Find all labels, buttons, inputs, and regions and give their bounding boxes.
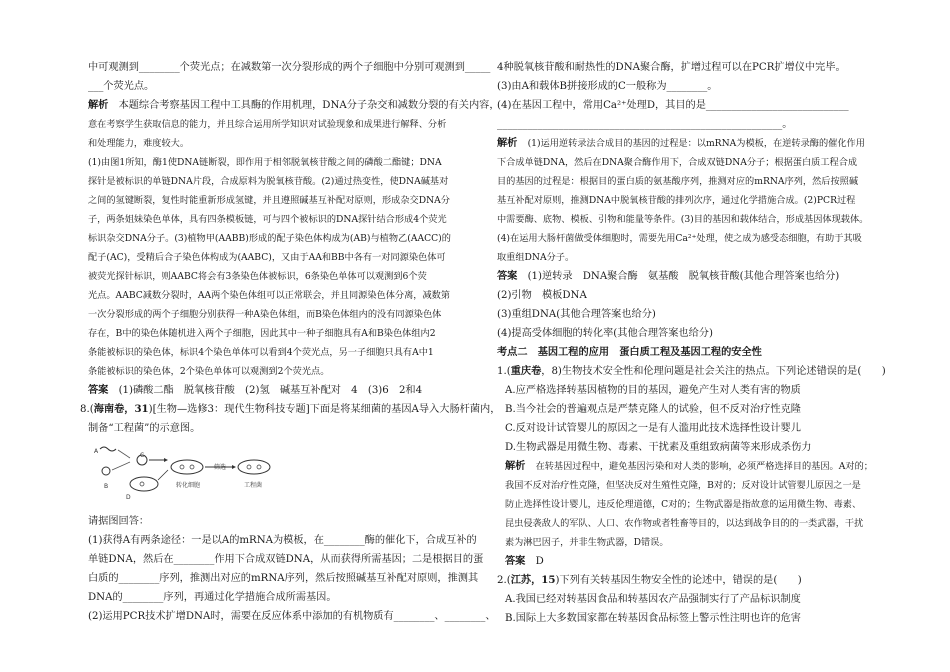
analysis-label: 解析 [497,137,518,149]
option-b: B.当今社会的普遍观点是严禁克隆人的试验，但不反对治疗性克隆 [505,404,801,415]
answer-line [497,267,892,286]
analysis-line: 一次分裂形成的两个子细胞分别获得一种A染色体组，而B染色体组内的没有同源染色体 [88,309,442,320]
question-text-line: (1)获得A有两条途径：一是以A的mRNA为模板，在________酶的催化下，合成互补的 [88,535,477,546]
question-text: )下列有关转基因生物安全性的论述中，错误的是( ) [555,575,802,586]
question-text-line: DNA的________序列，再通过化学措施合成所需基因。 [88,592,337,603]
engineering-bacteria-diagram [92,440,292,512]
text-line: 4种脱氧核苷酸和耐热性的DNA聚合酶，扩增过程可以在PCR扩增仪中完毕。 [497,62,846,73]
analysis-line: 之间的氢键断裂，复性时能重新形成氢键，并且遵照碱基互补配对原则，形成杂交DNA分 [88,195,450,206]
text-line: ___个荧光点。 [88,81,155,92]
analysis-line: (1)由图1所知，酶1使DNA链断裂，即作用于相邻脱氧核苷酸之间的磷酸二酯键；DNA [88,157,442,168]
analysis-line: 意在考察学生获取信息的能力，并且综合运用所学知识对试验现象和成果进行解释、分析 [88,119,447,130]
analysis-line: 条能被标识的染色体，标识4个染色单体可以看到4个荧光点，另一子细胞只具有A中1 [88,347,434,358]
diagram-label-d: D [126,494,131,501]
question-text: )[生物—选修3：现代生物科技专题]下面是将某细菌的基因A导入大肠杆菌内， [148,404,501,415]
analysis-line [497,457,892,476]
analysis-line: 防止选择性设计婴儿，违反伦理道德，C对的；生物武器是指故意的运用微生物、毒素、 [505,499,862,510]
analysis-line [80,96,500,115]
diagram-label-a: A [94,448,99,455]
analysis-line: 昆虫侵袭敌人的军队、人口、农作物或者牲畜等目的，以达到战争目的的一类武器，干扰 [505,518,864,529]
gene-a-shape [100,447,116,451]
option-b: B.国际上大多数国家都在转基因食品标签上警示性注明也许的危害 [505,613,801,624]
question-text-line: 制备“工程菌”的示意图。 [88,423,201,434]
question-text-line: 单链DNA，然后在________作用下合成双链DNA，从而获得所需基因；二是根据目的蛋 [88,554,484,565]
analysis-line: 条能被标识的染色体，2个染色单体可以观测到2个荧光点。 [88,366,330,377]
question-1 [497,362,892,381]
analysis-line: 基互补配对原则，推测DNA中脱氧核苷酸的排列次序，通过化学措施合成。(2)PCR过程 [497,195,856,206]
question-number: 2.( [497,575,511,586]
diagram-label-c: C [140,452,145,459]
diagram-label-engineered: 工程菌 [244,482,263,489]
analysis-line: 标识杂交DNA分子。(3)植物甲(AABB)形成的配子染色体构成为(AB)与植物乙(AACC)的 [88,233,451,244]
answer-line: (3)重组DNA(其他合理答案也给分) [497,309,656,320]
question-8 [80,400,501,419]
text-line: (3)由A和载体B拼接形成的C一般称为________。 [497,81,718,92]
option-a: A.应严格选择转基因植物的目的基因，避免产生对人类有害的物质 [505,385,801,396]
analysis-label: 解析 [505,460,526,472]
answer-text: D [535,556,544,567]
analysis-text: 本题综合考察基因工程中工具酶的作用机理，DNA分子杂交和减数分裂的有关内容， [118,100,500,111]
analysis-line: 和处理能力，难度较大。 [88,138,190,149]
analysis-line: 中需要酶、底物、模板、引物和能量等条件。(3)目的基因和载体结合，形成基因体现载体。 [497,214,869,225]
answer-label: 答案 [505,555,526,567]
answer-line: (2)引物 模板DNA [497,290,587,301]
option-a: A.我国已经对转基因食品和转基因农产品强制实行了产品标识制度 [505,594,801,605]
question-source: 重庆卷 [510,365,542,377]
analysis-text: (1)运用逆转录法合成目的基因的过程是：以mRNA为模板，在逆转录酶的催化作用 [527,138,865,149]
answer-line: (4)提高受体细胞的转化率(其他合理答案也给分) [497,328,713,339]
answer-text: (1)磷酸二酯 脱氧核苷酸 (2)氢 碱基互补配对 4 (3)6 2和4 [118,385,423,396]
analysis-label: 解析 [88,99,109,111]
right-column [497,58,892,628]
answer-text: (1)逆转录 DNA聚合酶 氨基酸 脱氧核苷酸(其他合理答案也给分) [527,271,840,282]
text-line: (4)在基因工程中，常用Ca²⁺处理D，其目的是____________________________ [497,100,849,111]
analysis-line: 存在，B中的染色体随机进入两个子细胞，因此其中一种子细胞具有A和B染色体组内2 [88,328,436,339]
analysis-line: 被荧光探针标识，则AABC将会有3条染色体被标识，6条染色单体可以观测到6个荧 [88,271,427,282]
diagram-label-transformed: 转化细胞 [176,482,201,489]
question-text: ，8)生物技术安全性和伦理问题是社会关注的热点。下列论述错误的是( ) [541,366,886,377]
plasmid-b-shape [102,467,110,475]
question-source: 海南卷，31 [93,403,149,415]
analysis-text: 在转基因过程中，避免基因污染和对人类的影响，必须严格选择目的基因。A对的； [535,461,873,472]
analysis-line [497,134,892,153]
analysis-line: 下合成单链DNA，然后在DNA聚合酶作用下，合成双链DNA分子；根据蛋白质工程合成 [497,157,858,168]
diagram-label-b: B [104,483,109,490]
option-d: D.生物武器是用微生物、毒素、干扰素及重组致病菌等来形成杀伤力 [505,442,812,453]
answer-line [497,552,892,571]
diagram-label-filter: 筛选 [214,464,227,471]
analysis-line: (4)在运用大肠杆菌做受体细胞时，需要先用Ca²⁺处理，使之成为感受态细胞，有助于其吸 [497,233,862,244]
question-number: 1.( [497,366,511,377]
analysis-line: 取重组DNA分子。 [497,252,575,263]
option-c: C.反对设计试管婴儿的原因之一是有人滥用此技术选择性设计婴儿 [505,423,801,434]
engineered-bacteria-shape [238,460,270,474]
section-title: 考点二 基因工程的应用 蛋白质工程及基因工程的安全性 [497,346,762,358]
left-column [80,58,501,626]
analysis-line: 目的基因的过程是：根据目的蛋白质的氨基酸序列，推测对应的mRNA序列，然后按照碱 [497,176,859,187]
analysis-line: 子，两条姐妹染色单体，具有四条模板链，可与四个被标识的DNA探针结合形成4个荧光 [88,214,447,225]
analysis-line: 探针是被标识的单链DNA片段，合成原料为脱氧核苷酸。(2)通过热变性，使DNA碱基对 [88,176,449,187]
question-2 [497,571,892,590]
answer-line [80,381,467,400]
analysis-line: 光点。AABC减数分裂时，AA两个染色体组可以正常联会，并且同源染色体分离，减数第 [88,290,451,301]
question-text-line: 请据图回答： [88,516,150,527]
question-text-line: 白质的________序列，推测出对应的mRNA序列，然后按照碱基互补配对原则，推测其 [88,573,479,584]
question-source: 江苏，15 [510,574,556,586]
question-number: 8.( [80,404,94,415]
transformed-cell-shape [171,460,203,474]
text-line: ________________________________________________________。 [497,119,793,130]
answer-label: 答案 [88,384,109,396]
text-line: 中可观测到________个荧光点；在减数第一次分裂形成的两个子细胞中分别可观测到_____ [88,62,491,73]
answer-label: 答案 [497,270,518,282]
question-text-line: (2)运用PCR技术扩增DNA时，需要在反应体系中添加的有机物质有________、________、 [88,611,496,622]
analysis-line: 配子(AC)，受精后合子染色体构成为(AABC)，又由于AA和BB中各有一对同源染色体可 [88,252,446,263]
analysis-line: 我国不反对治疗性克隆，但坚决反对生殖性克隆，B对的；反对设计试管婴儿原因之一是 [505,480,861,491]
analysis-line: 素为淋巴因子，并非生物武器，D错误。 [505,537,669,548]
